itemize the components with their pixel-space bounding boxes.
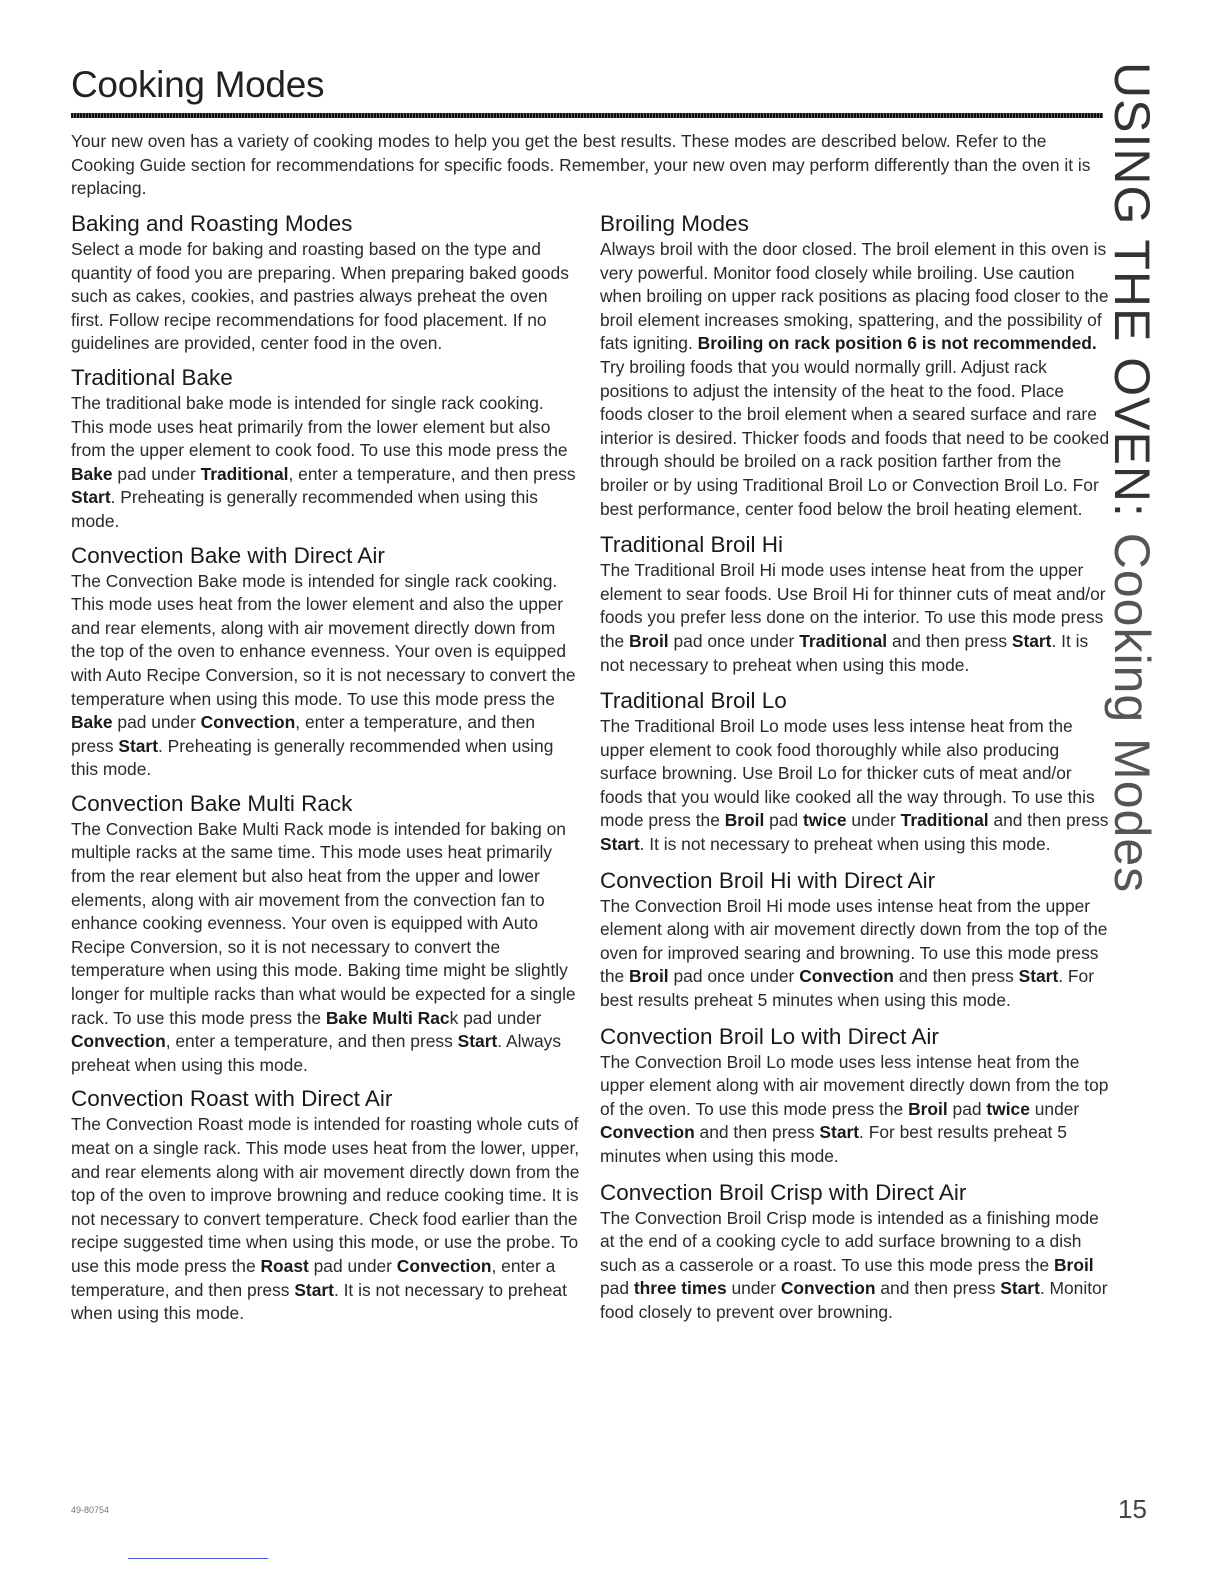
section-text: Try broiling foods that you would normally grill. Adjust rack positions to adjust the intensity of the heat to the food. Place foods closer to the broil element when a seared surface and rare interior is desired. Thicker foods and foods that need to be cooked through should be broiled on a rack position farther from the broiler or by using Traditional Broil Lo or Convection Broil Lo. For best performance, center food below the broil heating element. (600, 356, 1110, 519)
section-text: The traditional bake mode is intended for single rack cooking. This mode uses heat primarily from the lower element but also from the upper element to cook food. To use this mode press the Bake pad under Traditional, enter a temperature, and then press Start. Preheating is generally recommended when using this mode. (71, 392, 576, 531)
footer-code: 49-80754 (71, 1505, 110, 1515)
section-text: The Convection Broil Hi mode uses intense heat from the upper element along with air movement directly down from the top of the oven for improved searing and browning. To use this mode press the Broil pad once under Convection and then press Start. For best results preheat 5 minutes when using this mode. (600, 895, 1108, 1011)
section-text: Always broil with the door closed. The broil element in this oven is very powerful. Monitor food closely while broiling. Use caution when broiling on upper rack positions as placing food closer to the broil element increases smoking, spattering, and the possibility of fats igniting. Broiling on rack position 6 is not recommended. (600, 239, 1109, 354)
section-text: The Convection Broil Crisp mode is intended as a finishing mode at the end of a cooking cycle to add surface browning to a dish such as a casserole or a roast. To use this mode press the Broil pad three times under Convection and then press Start. Monitor food closely to prevent over browning. (600, 1207, 1108, 1322)
section-heading: Convection Broil Hi with Direct Air (600, 867, 936, 893)
side-tab (1104, 62, 1170, 894)
section-convection-broil-lo (600, 1023, 1110, 1169)
section-convection-bake-direct-air (71, 542, 581, 782)
left-column (71, 210, 581, 1334)
section-baking-roasting-modes (71, 210, 581, 356)
section-traditional-bake (71, 364, 581, 534)
section-heading: Broiling Modes (600, 211, 749, 236)
section-convection-bake-multi-rack (71, 790, 581, 1078)
title-rule (71, 113, 1103, 118)
bottom-divider (128, 1558, 268, 1559)
section-heading: Convection Bake with Direct Air (71, 542, 385, 568)
section-convection-broil-crisp (600, 1179, 1110, 1325)
section-text: The Convection Bake mode is intended for single rack cooking. This mode uses heat from the lower element and also the upper and rear elements, along with air movement directly down from the top of the oven to enhance evenness. Your oven is equipped with Auto Recipe Conversion, so it is not necessary to convert the temperature when using this mode. To use this mode press the Bake pad under Convection, enter a temperature, and then press Start. Preheating is generally recommended when using this mode. (71, 570, 576, 780)
section-convection-roast (71, 1085, 581, 1325)
side-tab-bold: USING THE OVEN: (1104, 62, 1160, 518)
section-heading: Traditional Broil Lo (600, 688, 787, 714)
right-column (600, 210, 1110, 1335)
section-text: The Traditional Broil Lo mode uses less intense heat from the upper element to cook food thoroughly while also producing surface browning. Use Broil Lo for thicker cuts of meat and/or foods that you would like cooked all the way through. To use this mode press the Broil pad twice under Traditional and then press Start. It is not necessary to preheat when using this mode. (600, 716, 1109, 855)
section-convection-broil-hi (600, 867, 1110, 1013)
section-heading: Traditional Broil Hi (600, 532, 783, 558)
section-heading: Baking and Roasting Modes (71, 211, 353, 236)
section-text: The Convection Broil Lo mode uses less intense heat from the upper element along with air movement directly down from the top of the oven. To use this mode press the Broil pad twice under Convection and then press Start. For best results preheat 5 minutes when using this mode. (600, 1051, 1109, 1166)
side-tab-light: Cooking Modes (1104, 517, 1160, 894)
section-heading: Convection Broil Crisp with Direct Air (600, 1179, 967, 1205)
section-heading: Traditional Bake (71, 364, 233, 390)
section-heading: Convection Broil Lo with Direct Air (600, 1023, 939, 1049)
section-traditional-broil-hi (600, 531, 1110, 677)
page-title: Cooking Modes (71, 64, 325, 105)
section-text: The Convection Roast mode is intended for roasting whole cuts of meat on a single rack. This mode uses heat from the lower, upper, and rear elements along with air movement directly down from the top of the oven to improve browning and reduce cooking time. It is not necessary to convert temperature. Check food earlier than the recipe suggested time when using this mode, or use the probe. To use this mode press the Roast pad under Convection, enter a temperature, and then press Start. It is not necessary to preheat when using this mode. (71, 1114, 580, 1324)
section-text: Select a mode for baking and roasting based on the type and quantity of food you are preparing. When preparing baked goods such as cakes, cookies, and pastries always preheat the oven first. Follow recipe recommendations for food placement. If no guidelines are provided, center food in the oven. (71, 239, 569, 354)
section-text: The Traditional Broil Hi mode uses intense heat from the upper element to sear foods. Use Broil Hi for thinner cuts of meat and/or foods you prefer less done on the interior. To use this mode press the Broil pad once under Traditional and then press Start. It is not necessary to preheat when using this mode. (600, 560, 1106, 675)
section-heading: Convection Bake Multi Rack (71, 790, 353, 816)
section-traditional-broil-lo (600, 687, 1110, 857)
side-tab-text (1106, 62, 1158, 893)
page-number: 15 (1118, 1494, 1147, 1524)
intro-paragraph: Your new oven has a variety of cooking modes to help you get the best results. These modes are described below. Refer to the Cooking Guide section for recommendations for specific foods. Remember, your new oven may perform differently than the oven it is replacing. (71, 131, 1091, 199)
section-broiling-modes (600, 210, 1110, 521)
section-heading: Convection Roast with Direct Air (71, 1086, 393, 1112)
section-text: The Convection Bake Multi Rack mode is intended for baking on multiple racks at the same time. This mode uses heat primarily from the rear element but also heat from the upper and lower elements, along with air movement from the convection fan to enhance cooking evenness. Your oven is equipped with Auto Recipe Conversion, so it is not necessary to convert the temperature when using this mode. Baking time might be slightly longer for multiple racks than what would be expected for a single rack. To use this mode press the Bake Multi Rack pad under Convection, enter a temperature, and then press Start. Always preheat when using this mode. (71, 818, 576, 1075)
